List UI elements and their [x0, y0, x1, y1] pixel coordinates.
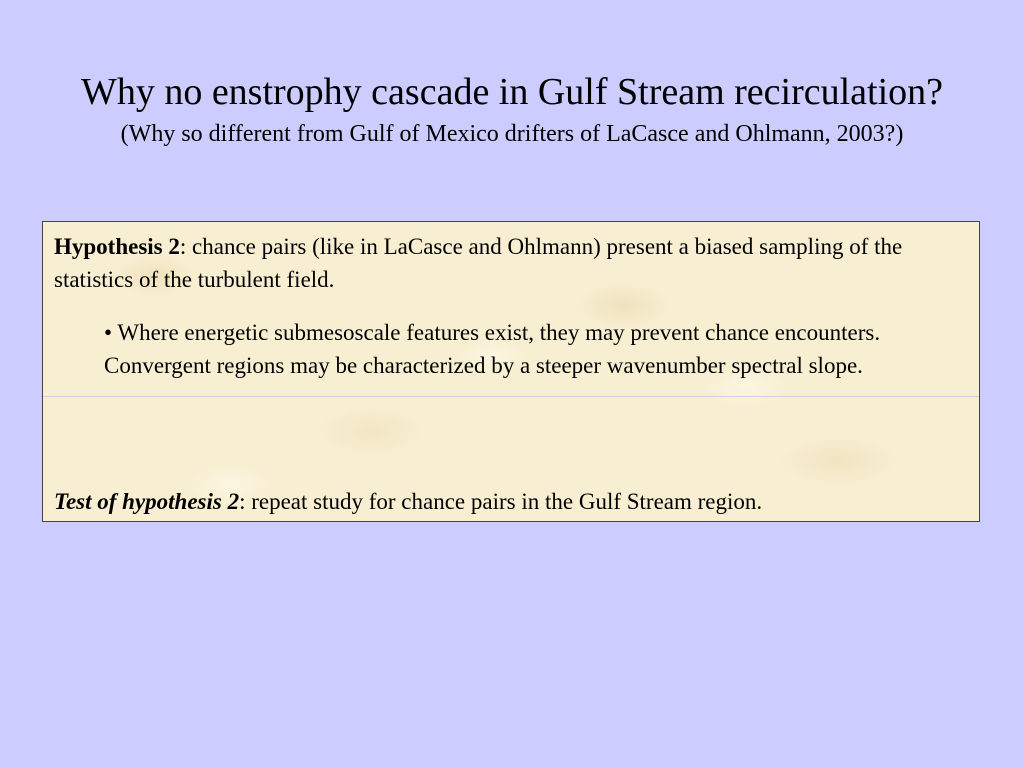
hypothesis-paragraph [54, 230, 964, 296]
hypothesis-label: Hypothesis 2 [54, 234, 180, 259]
slide-title: Why no enstrophy cascade in Gulf Stream recirculation? [80, 71, 944, 113]
test-label: Test of hypothesis 2 [54, 489, 240, 514]
hypothesis-box [42, 221, 980, 522]
slide-subtitle: (Why so different from Gulf of Mexico drifters of LaCasce and Ohlmann, 2003?) [120, 121, 904, 147]
test-paragraph [54, 485, 964, 518]
divider-line [43, 396, 979, 397]
bullet-point: • Where energetic submesoscale features exist, they may prevent chance encounters. Convergent regions may be characterized by a steeper wavenumber spectral slope. [104, 320, 881, 378]
hypothesis-text: : chance pairs (like in LaCasce and Ohlmann) present a biased sampling of the statistics of the turbulent field. [54, 234, 903, 292]
test-text: : repeat study for chance pairs in the Gulf Stream region. [239, 489, 763, 514]
